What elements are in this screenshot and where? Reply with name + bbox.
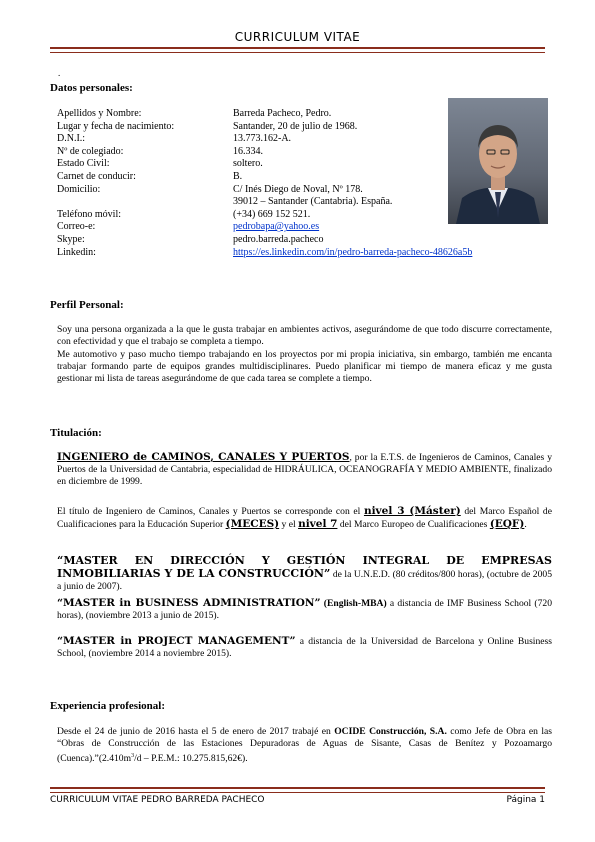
profile-paragraph-1: Soy una persona organizada a la que le gusta trabajar en ambientes activos, asegurándome de que todo discurre correctamente, con efectividad y que el trabajo se completa a tiempo.: [57, 324, 552, 347]
section-title-titles: Titulación:: [50, 427, 102, 439]
experience-paragraph: Desde el 24 de junio de 2016 hasta el 5 de enero de 2017 trabajé en OCIDE Construcción, S.A. como Jefe de Obra en las “Obras de Construcción de las Estaciones Depuradoras de Aguas de Sisante, Casas de Benítez y Pozoamargo $(Cuenca).”(2.410m^3/d - P.E.M$.: 10.275.815,62€).: [57, 726, 552, 765]
pd-row: Correo-e: pedrobapa@yahoo.es: [57, 221, 320, 233]
page-header-title: CURRICULUM VITAE: [234, 30, 361, 44]
stray-dot: .: [58, 68, 61, 78]
footer-rule: [50, 787, 545, 793]
degree-paragraph: INGENIERO de CAMINOS, CANALES Y PUERTOS, por la E.T.S. de Ingenieros de Caminos, Canales y Puertos de la Universidad de Cantabria, especialidad de HIDRÁULICA, OCEANOGRAFÍA Y MEDIO AMBIENTE, finalizado en diciembre de 1999.: [57, 451, 552, 487]
personal-data-list: [57, 108, 472, 259]
profile-photo: [448, 98, 548, 224]
pd-row: Carnet de conducir: B.: [57, 170, 243, 182]
degree-name: INGENIERO de CAMINOS, CANALES Y PUERTOS: [57, 451, 350, 463]
equivalence-paragraph: El título de Ingeniero de Caminos, Canales y Puertos se corresponde con el nivel 3 (Máster) del Marco Español de Cualificaciones para la Educación Superior (MECES) y el nivel 7 del Marco Europeo de Cualificaciones (EQF).: [57, 505, 552, 530]
pd-row: 39012 – Santander (Cantabria). España.: [233, 196, 393, 208]
email-link[interactable]: pedrobapa@yahoo.es: [233, 221, 320, 233]
pd-row: Teléfono móvil: (+34) 669 152 521.: [57, 208, 311, 220]
pd-row: Nº de colegiado: 16.334.: [57, 145, 263, 157]
footer-title: CURRICULUM VITAE PEDRO BARREDA PACHECO: [50, 795, 265, 805]
section-title-personal: Datos personales:: [50, 82, 133, 94]
master-1: “MASTER EN DIRECCIÓN Y GESTIÓN INTEGRAL DE EMPRESAS INMOBILIARIAS Y DE LA CONSTRUCCIÓN” de la U.N.E.D. (80 créditos/800 horas), (octubre de 2005 a junio de 2007).: [57, 554, 552, 592]
profile-paragraph-2: Me automotivo y paso mucho tiempo trabajando en los proyectos por mi propia iniciativa, sin embargo, también me encanta trabajar formando parte de equipos grandes multidisciplinares. Puedo planificar mi tiempo de manera eficaz y me gusta gestionar mi lista de tareas asegurándome de que cada tarea se complete a tiempo.: [57, 349, 552, 384]
master-2: “MASTER in BUSINESS ADMINISTRATION” (English-MBA) a distancia de IMF Business School (720 horas), (noviembre 2013 a junio de 2015).: [57, 597, 553, 621]
pd-row: Domicilio: C/ Inés Diego de Noval, Nº 178.: [57, 183, 363, 195]
section-title-experience: Experiencia profesional:: [50, 700, 165, 712]
section-title-profile: Perfil Personal:: [50, 299, 124, 311]
master-3: “MASTER in PROJECT MANAGEMENT” a distancia de la Universidad de Barcelona y Online Business School, (noviembre 2014 a noviembre 2015).: [57, 635, 552, 659]
pd-row: Lugar y fecha de nacimiento: Santander, 20 de julio de 1968.: [57, 120, 358, 132]
page-number: Página 1: [506, 795, 545, 805]
linkedin-link[interactable]: https://es.linkedin.com/in/pedro-barreda-pacheco-48626a5b: [233, 246, 473, 258]
pd-row: Skype: pedro.barreda.pacheco: [57, 233, 324, 245]
header-rule: [50, 47, 545, 53]
pd-row: Linkedin: https://es.linkedin.com/in/pedro-barreda-pacheco-48626a5b: [57, 246, 473, 258]
pd-row: D.N.I.: 13.773.162-A.: [57, 133, 292, 145]
pd-row: Apellidos y Nombre: Barreda Pacheco, Pedro.: [57, 108, 332, 119]
pd-row: Estado Civil: soltero.: [57, 158, 263, 170]
